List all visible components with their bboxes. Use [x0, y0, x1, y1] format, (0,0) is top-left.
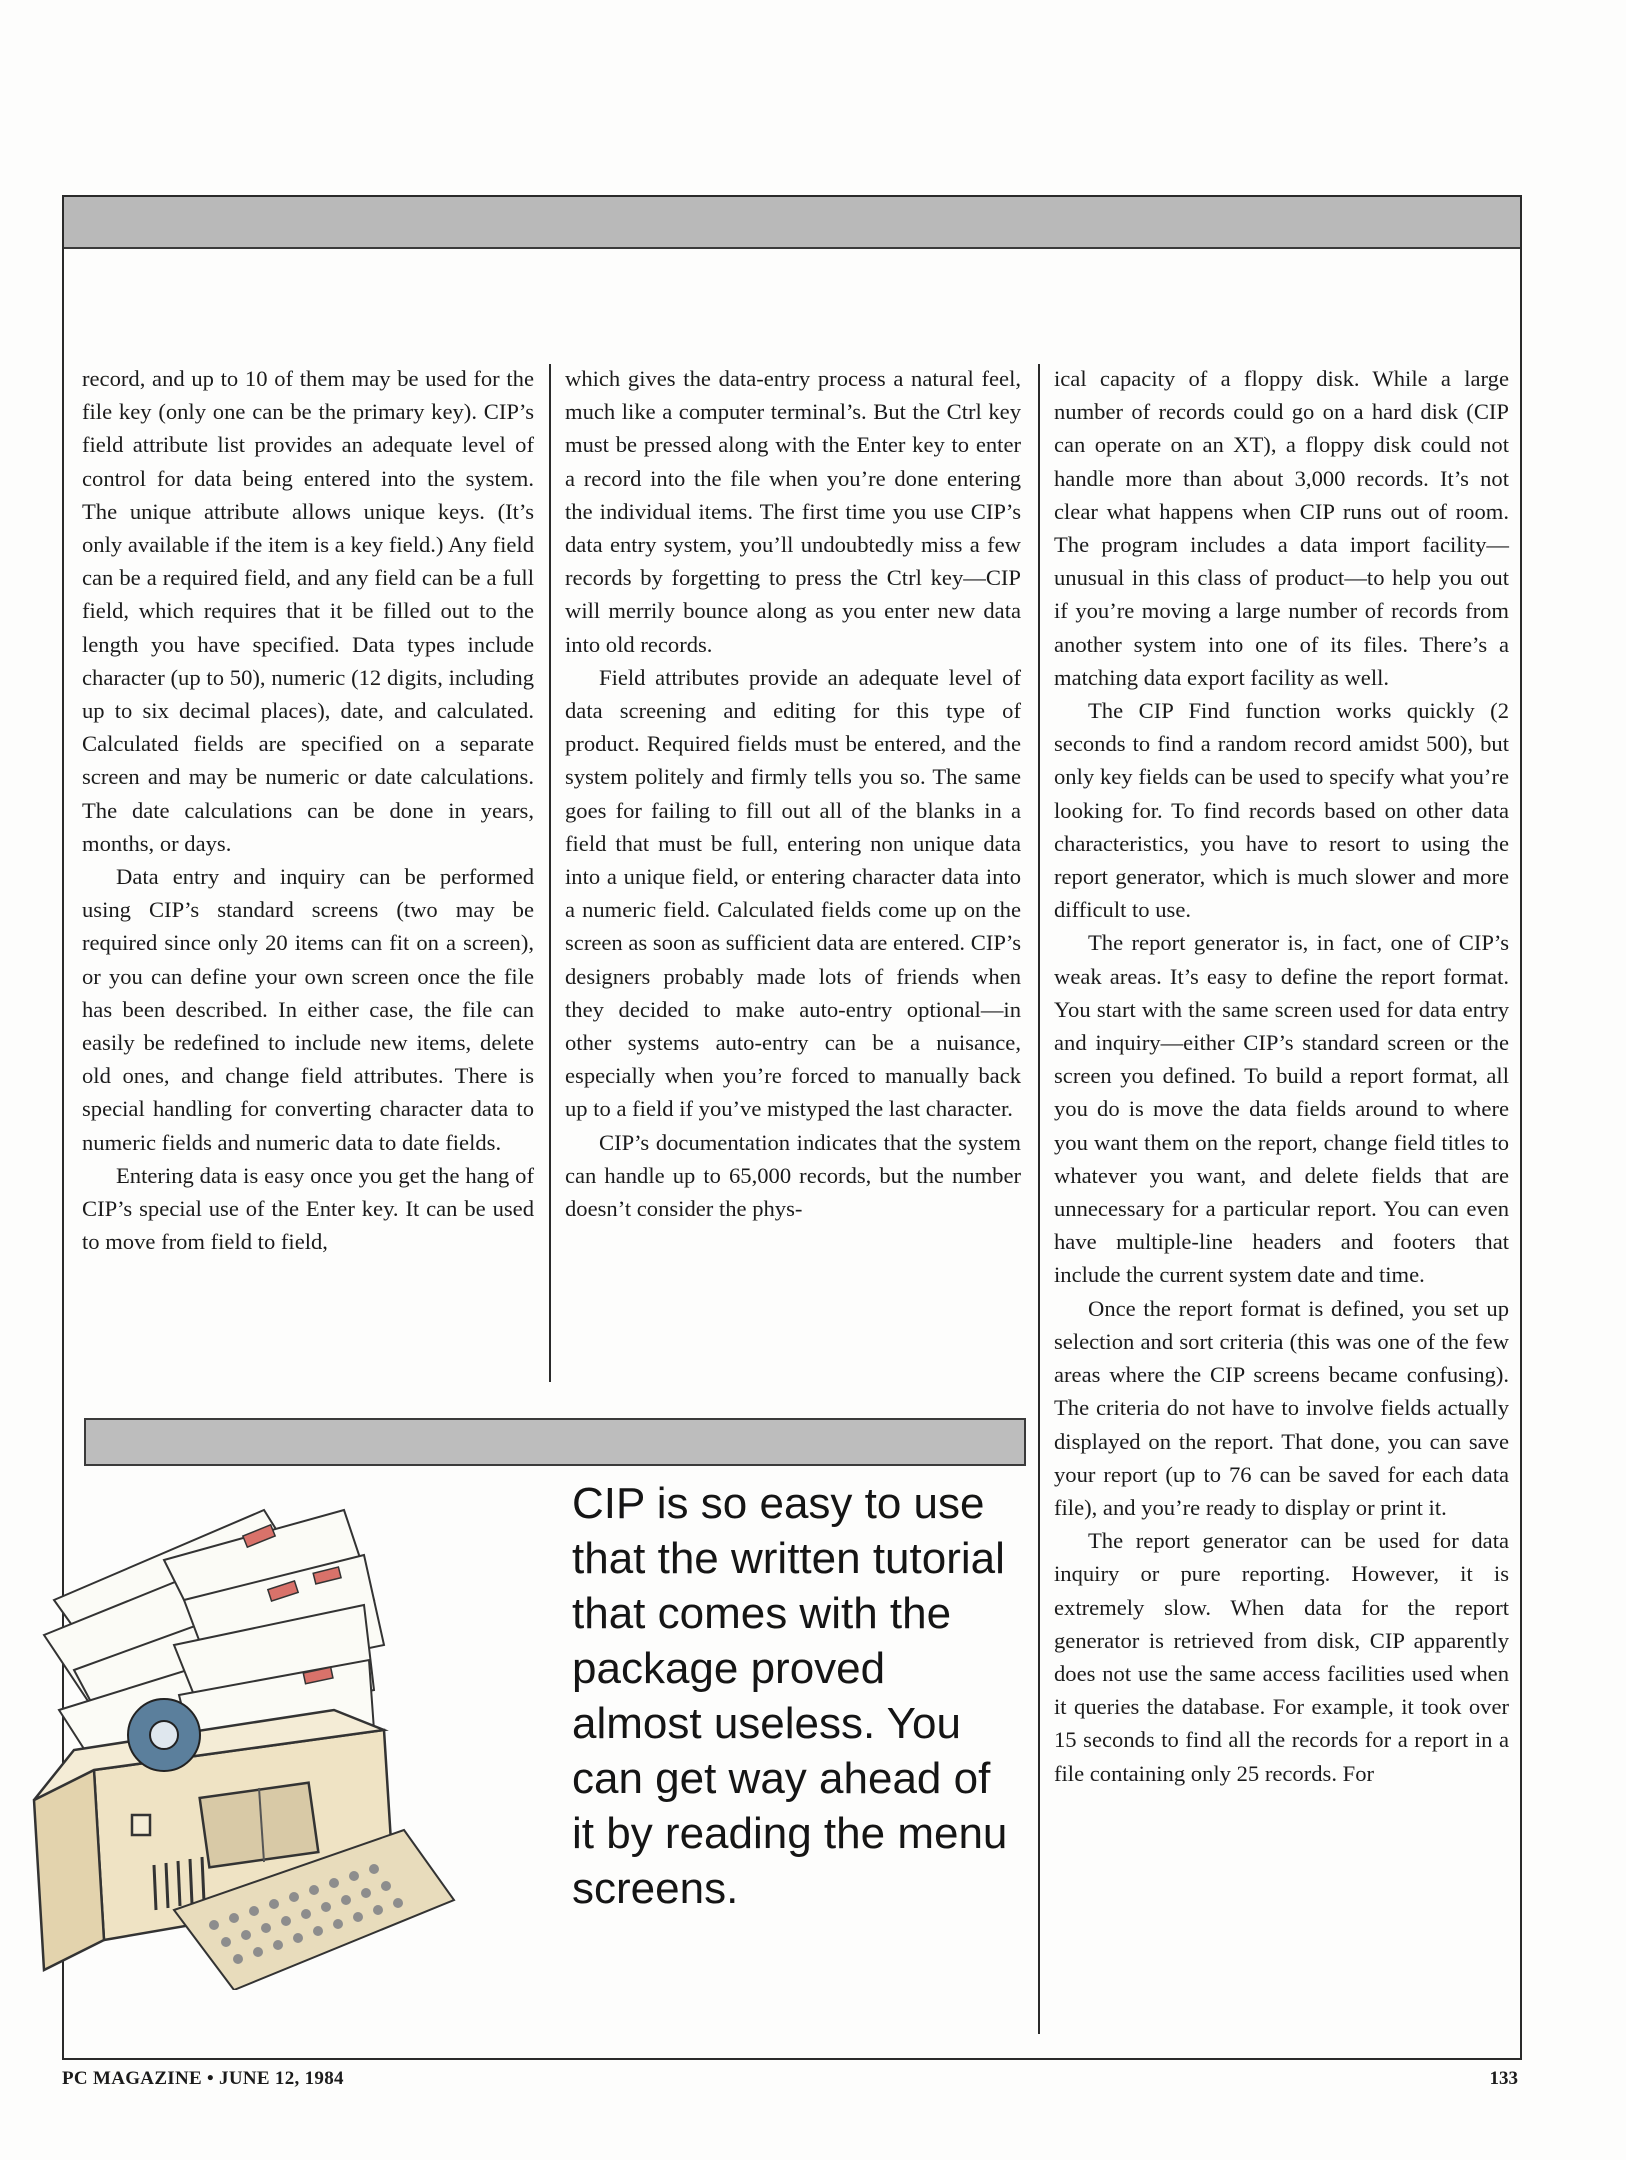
column3-paragraph-5: The report generator can be used for data inquiry or pure reporting. However, it is extremely slow. When data for the report generator is retrieved from disk, CIP apparently does not use the same access facilities used when it queries the database. For example, it took over 15 seconds to find all the records for a report in a file containing only 25 records. For — [1054, 1528, 1509, 1786]
column-rule-1 — [549, 364, 551, 1382]
header-gray-bar — [64, 197, 1520, 249]
page-number: 133 — [1489, 2068, 1518, 2089]
column1-paragraph-1: record, and up to 10 of them may be used for the file key (only one can be the primary key). CIP’s field attribute list provides an adequate level of control for data being entered into the system. The unique attribute allows unique keys. (It’s only available if the item is a key field.) Any field can be a required field, and any field can be a full field, which requires that it be filled out to the length you have specified. Data types include character (up to 50), numeric (12 digits, including up to six decimal places), date, and calculated. Calculated fields are specified on a separate screen and may be numeric or date calculations. The date calculations can be done in years, months, or days. — [82, 366, 534, 856]
column2-paragraph-2: Field attributes provide an adequate level of data screening and editing for this type of product. Required fields must be entered, and the system politely and firmly tells you so. The same goes for failing to fill out all of the blanks in a field that must be full, entering non unique data into a unique field, or entering character data into a numeric field. Calculated fields come up on the screen as soon as sufficient data are entered. CIP’s designers probably made lots of friends when they decided to make auto-entry optional—in other systems auto-entry can be a nuisance, especially when you’re forced to manually back up to a field if you’ve mistyped the last character. — [565, 664, 1021, 1122]
pull-quote-gray-bar — [84, 1418, 1026, 1466]
column-rule-2 — [1038, 364, 1040, 2034]
column1-paragraph-2: Data entry and inquiry can be performed using CIP’s standard screens (two may be required since only 20 items can fit on a screen), or you can define your own screen once the file has been described. In either case, the file can easily be redefined to include new items, delete old ones, and change field attributes. There is special handling for converting character data to numeric fields and numeric data to date fields. — [82, 864, 534, 1155]
column2-paragraph-1: which gives the data-entry process a natural feel, much like a computer terminal’s. But the Ctrl key must be pressed along with the Enter key to enter a record into the file when you’re done entering the individual items. The first time you use CIP’s data entry system, you’ll undoubtedly miss a few records by forgetting to press the Ctrl key—CIP will merrily bounce along as you enter new data into old records. — [565, 366, 1021, 657]
column2-paragraph-3: CIP’s documentation indicates that the system can handle up to 65,000 records, but the number doesn’t consider the phys- — [565, 1129, 1021, 1222]
text-column-3 — [1054, 362, 1509, 1790]
blue-knob — [128, 1699, 200, 1771]
column1-paragraph-3: Entering data is easy once you get the hang of CIP’s special use of the Enter key. It can be used to move from field to field, — [82, 1162, 534, 1255]
column3-paragraph-1: ical capacity of a floppy disk. While a large number of records could go on a hard disk (CIP can operate on an XT), a floppy disk could not handle more than about 3,000 records. It’s not clear what happens when CIP runs out of room. The program includes a data import facility—unusual in this class of product—to help you out if you’re moving a large number of records from another system into one of its files. There’s a matching data export facility as well. — [1054, 366, 1509, 690]
footer-publication: PC MAGAZINE • JUNE 12, 1984 — [62, 2068, 344, 2089]
pull-quote: CIP is so easy to use that the written tutorial that comes with the package proved almost useless. You can get way ahead of it by reading the menu screens. — [572, 1479, 1008, 1913]
text-column-2 — [565, 362, 1021, 1225]
text-column-1 — [82, 362, 534, 1258]
computer-with-file-cards-illustration — [14, 1470, 534, 1990]
column3-paragraph-2: The CIP Find function works quickly (2 seconds to find a random record amidst 500), but only key fields can be used to specify what you’re looking for. To find records based on other data characteristics, you have to resort to using the report generator, which is much slower and more difficult to use. — [1054, 698, 1509, 923]
column3-paragraph-3: The report generator is, in fact, one of CIP’s weak areas. It’s easy to define the report format. You start with the same screen used for data entry and inquiry—either CIP’s standard screen or the screen you defined. To build a report format, all you do is move the data fields around to where you want them on the report, change field titles to whatever you want, and delete fields that are unnecessary for a particular report. You can even have multiple-line headers and footers that include the current system date and time. — [1054, 930, 1509, 1288]
column3-paragraph-4: Once the report format is defined, you set up selection and sort criteria (this was one of the few areas where the CIP screens became confusing). The criteria do not have to involve fields actually displayed on the report. That done, you can save your report (up to 76 can be saved for each data file), and you’re ready to display or print it. — [1054, 1295, 1509, 1520]
